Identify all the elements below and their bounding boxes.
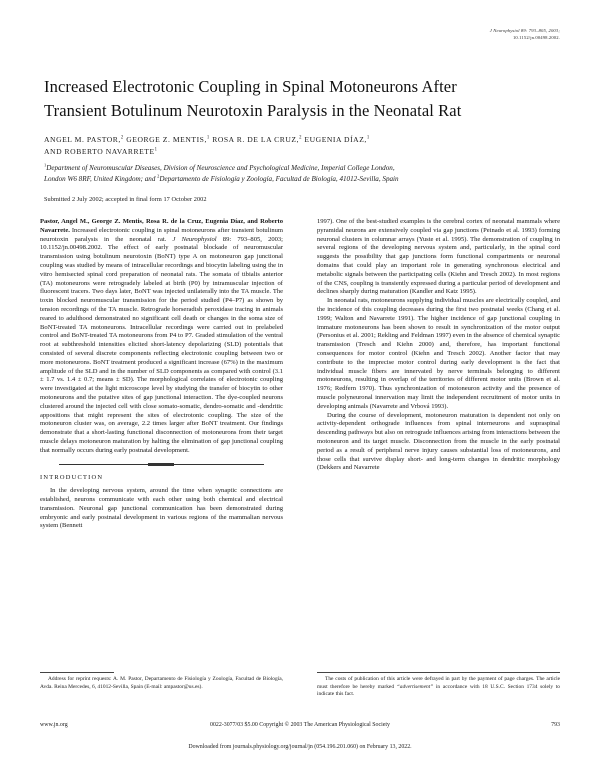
intro-paragraph-1-right: 1997). One of the best-studied examples is the cerebral cortex of neonatal mammals where pyramidal neurons are extensively coupled via gap junctions (Peinado et al. 1993) forming neuronal clusters in columnar arrays (Yuste et al. 1995). The demonstration of coupling in several regions of the developing nervous system and, particularly, in the spinal cord suggests the possibility that gap junctions form functional compartments or neuronal domains that could play an important role in generating synchronous electrical and metabolic signals between the participating cells (Kiehn and Tresch 2002). In most regions of the CNS, coupling is transiently expressed during a particular period of development and declines sharply during maturation (Kandler and Katz 1995). [317,218,560,296]
footnote-ad-after: in accordance with 18 U.S.C. Section 1734 solely to indicate this fact. [317,683,560,698]
running-head-citation: J Neurophysiol 89: 793–805, 2003; [489,28,560,33]
footnote-rule-left [40,672,114,673]
footnote-address-text: Address for reprint requests: A. M. Pastor, Departamento de Fisiología y Zoología, Facultad de Biología, Avda. Reina Mercedes, 6, 41012-Sevilla, Spain (E-mail: ampastor@us.es). [40,676,283,690]
footnote-ad-before: The costs of publication of this article were defrayed in part by the payment of page charges. The article must therefore be hereby marked [317,676,560,690]
author-list [44,134,560,159]
affiliation-line-1: $^1$Department of Neuromuscular Diseases, Division of Neuroscience and Psychological Medicine, Imperial College London, [44,162,395,172]
title-line-2: Transient Botulinum Neurotoxin Paralysis in the Neonatal Rat [44,100,462,120]
running-head [490,28,560,42]
footnote-rule-right [317,672,560,673]
affiliations [44,163,560,186]
affiliation-line-2: London W6 8RF, United Kingdom; and $^2$Departamento de Fisiología y Zoología, Facultad de Biología, 41012-Sevilla, Spain [44,174,399,184]
abstract-citation-text: Increased electrotonic coupling in spinal motoneurons after transient botulinum neurotoxin paralysis in the neonatal rat. [40,226,283,243]
author-line-2: AND ROBERTO NAVARRETE$^1$ [44,147,158,157]
footer-copyright: 0022-3077/03 $5.00 Copyright © 2003 The American Physiological Society [210,722,390,728]
intro-paragraph-3: During the course of development, motoneuron maturation is dependent not only on activity-dependent orthograde influences from spinal interneurons and supraspinal descending pathways but also on retrograde influences arising from interactions between the motoneuron and its target muscle. Disconnection from the muscle in the early postnatal period as a result of peripheral nerve injury causes substantial loss of motoneurons, and those cells that survive display short- and long-term changes in dendritic morphology (Dekkers and Navarrete [317,411,560,472]
author-line-1: ANGEL M. PASTOR,$^2$ GEORGE Z. MENTIS,$^1$ ROSA R. DE LA CRUZ,$^2$ EUGENIA DÍAZ,$^1$ [44,135,370,144]
section-heading-introduction: INTRODUCTION [40,473,104,481]
footnote-ad-italic: “advertisement” [396,683,434,690]
abstract [40,218,283,456]
footnote-advertisement [317,672,560,699]
footnote-advertisement-text [317,676,560,699]
footer-website[interactable]: www.jn.org [40,722,68,728]
intro-paragraph-2: In neonatal rats, motoneurons supplying individual muscles are electrically coupled, and the incidence of this coupling decreases during the first two postnatal weeks (Chang et al. 1999; Walton and Navarrete 1991). The higher incidence of gap junctional coupling in immature motoneurons has been shown to result in synchronization of the motor output (Personius et al. 2001; Rekling and Feldman 1997) even in the absence of chemical synaptic transmission (Tresch and Kiehn 2000) and, therefore, has important functional consequences for motor control (Kiehn and Tresch 2002). Another factor that may contribute to the imprecise motor control during early development is the fact that individual muscle fibers are innervated by nerve terminals belonging to different motoneurons, resulting in overlap of the territories of different motor units (Brown et al. 1976; Redfern 1970). Thus synchronization of motoneuron activity and the presence of muscle polyneuronal innervation may limit the independent recruitment of motor units in developing animals (Navarrete and Vrbová 1993). [317,297,560,410]
page-title [44,75,560,123]
abstract-citation-tail: 89: 793–805, 2003; 10.1152/jn.00498.2002. [40,235,283,252]
footer-page-number: 793 [551,722,560,728]
abstract-journal-name: J Neurophysiol [172,235,217,243]
intro-paragraph-1-left: In the developing nervous system, around the time when synaptic connections are established, neurons communicate with each other using both chemical and electrical transmission. Neuronal gap junctional communication has been demonstrated during embryonic and early postnatal development in various regions of the mammalian nervous system (Bennett [40,487,283,530]
title-line-1: Increased Electrotonic Coupling in Spinal Motoneurons After [44,77,457,97]
abstract-paragraph [40,218,283,456]
download-watermark: Downloaded from journals.physiology.org/journal/jn (054.196.201.060) on February 13, 2022. [188,744,412,750]
footnote-address [40,672,283,691]
submission-dates: Submitted 2 July 2002; accepted in final form 17 October 2002 [44,196,207,203]
abstract-separator-rule [59,464,263,465]
abstract-body: The effect of early postnatal blockade of neuromuscular transmission using botulinum neurotoxin (BoNT) type A on motoneuron gap junctional coupling was studied by means of intracellular recordings and biocytin labeling using the in vitro hemisected spinal cord preparation of neonatal rats. The somata of tibialis anterior (TA) motoneurons were retrogradely labeled at birth (P0) by intramuscular injection of fluorescent tracers. Two days later, BoNT was injected unilaterally into the TA muscle. The toxin blocked neuromuscular transmission for the period studied (P4–P7) as shown by tension recordings of the TA muscle. Retrograde horseradish peroxidase tracing in animals reared to adulthood demonstrated no significant cell death or changes in the soma size of BoNT-treated TA motoneurons. Intracellular recordings were carried out in prelabeled control and BoNT-treated TA motoneurons from P4 to P7. Graded stimulation of the ventral root at subthreshold intensities elicited short-latency depolarizing (SLD) potentials that consisted of several discrete components reflecting electrotonic coupling between two or more motoneurons. BoNT treatment produced a significant increase (67%) in the maximum amplitude of the SLD and in the number of SLD components as compared with control (3.1 ± 1.7 vs. 1.4 ± 0.7; means ± SD). The morphological correlates of electrotonic coupling were investigated at the light microscope level by studying the transfer of biocytin to other motoneurons and the putative sites of gap junctional interaction. The dye-coupled neurons clustered around the injected cell with close somato-somatic, dendro-somatic and -dendritic appositions that might represent the sites of electrotonic coupling. The size of the motoneuron cluster was, on average, 2.2 times larger after BoNT treatment. Our findings demonstrate that a short-lasting functional disconnection of motoneurons from their target muscle delays motoneuron maturation by halting the elimination of gap junctional coupling that normally occurs during early postnatal development. [40,244,284,454]
column-right [317,218,560,473]
abstract-author-lead: Pastor, Angel M., George Z. Mentis, Rosa R. de la Cruz, Eugenia Díaz, and Roberto Navarrete. [40,218,283,234]
column-left [40,218,283,531]
running-head-doi: 10.1152/jn.00498.2002. [512,34,560,40]
